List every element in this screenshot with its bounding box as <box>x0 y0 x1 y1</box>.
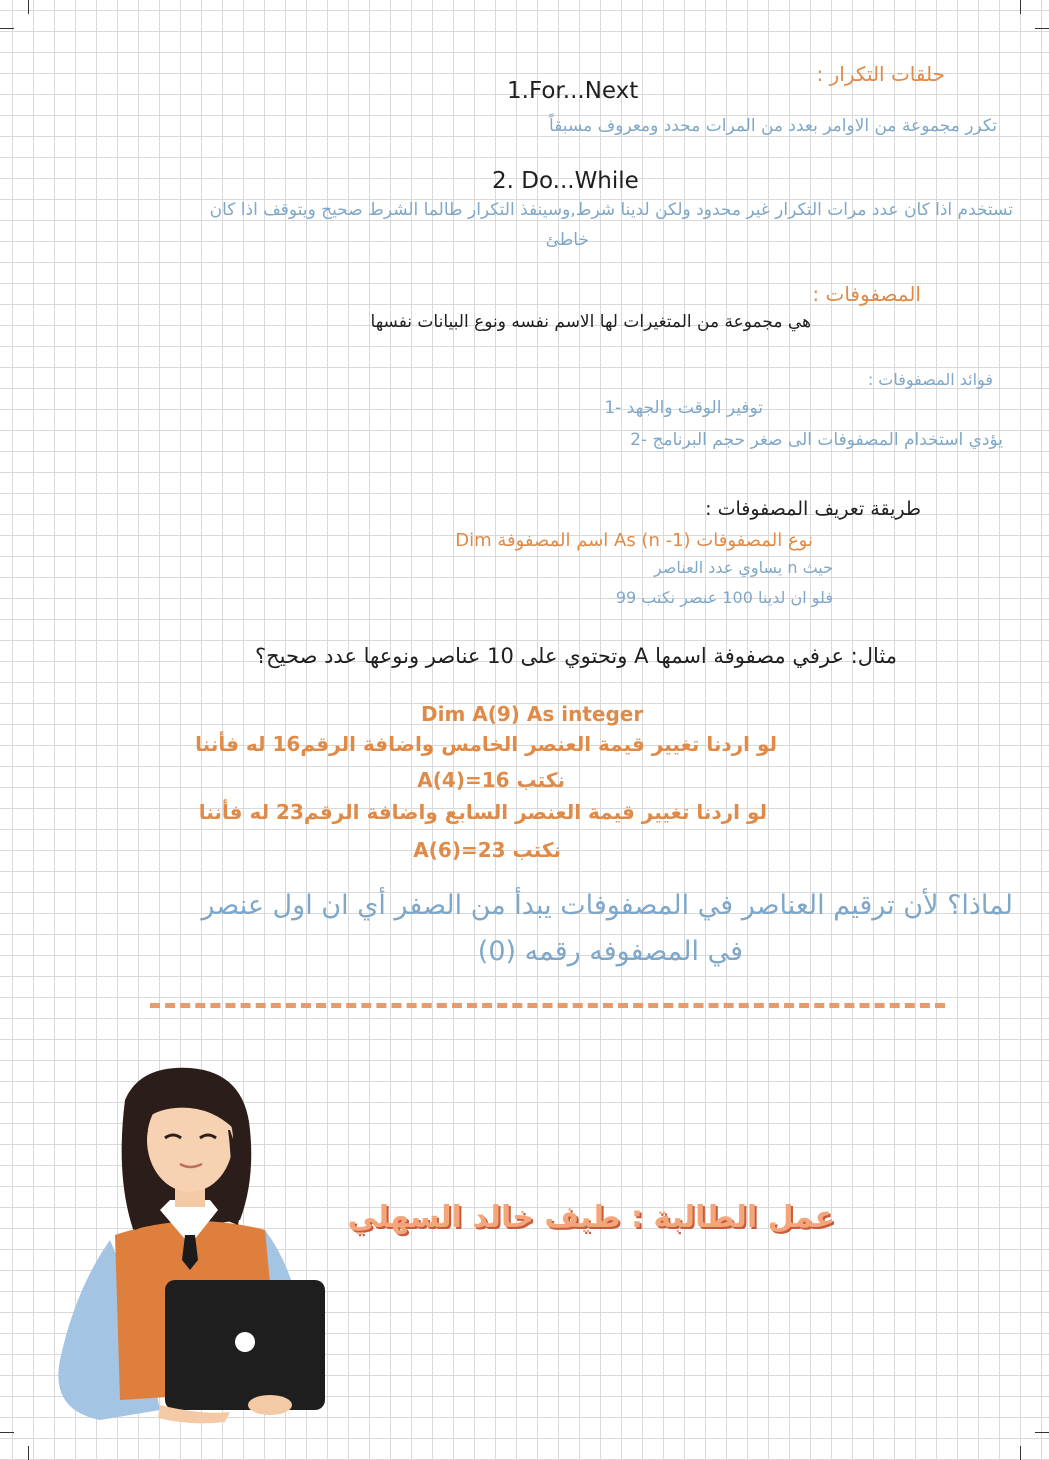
student-with-laptop-illustration <box>40 1060 340 1450</box>
for-next-description: تكرر مجموعة من الاوامر بعدد من المرات محدد ومعروف مسبقاً <box>549 116 997 136</box>
crop-mark <box>0 28 14 29</box>
loops-heading: حلقات التكرار : <box>816 62 945 86</box>
example-why-line-2: في المصفوفه رقمه (0) <box>477 936 743 967</box>
example-case-1-code: نكتب A(4)=16 <box>417 768 565 792</box>
example-case-2: لو اردنا تغيير قيمة العنصر السابع واضافة الرقم23 له فأننا <box>198 800 767 824</box>
crop-mark <box>1020 1446 1021 1460</box>
dashed-divider <box>150 1003 945 1008</box>
crop-mark <box>28 0 29 14</box>
arrays-benefits-heading: فوائد المصفوفات : <box>867 370 993 389</box>
crop-mark <box>1035 28 1049 29</box>
crop-mark <box>28 1446 29 1460</box>
student-credit: عمل الطالبة : طيف خالد السهلي <box>347 1200 835 1235</box>
declaration-note-1: حيث n يساوي عدد العناصر <box>654 558 833 577</box>
declaration-heading: طريقة تعريف المصفوفات : <box>705 498 921 520</box>
declaration-note-2: فلو ان لدينا 100 عنصر نكتب 99 <box>615 588 833 607</box>
do-while-description-line2: خاطئ <box>545 230 589 250</box>
arrays-heading: المصفوفات : <box>812 282 921 306</box>
do-while-description-line1: تستخدم اذا كان عدد مرات التكرار غير محدود ولكن لدينا شرط,وسينفذ التكرار طالما الشرط صحيح ويتوقف اذا كان <box>209 200 1013 220</box>
arrays-definition: هي مجموعة من المتغيرات لها الاسم نفسه ونوع البيانات نفسها <box>370 312 811 332</box>
example-case-2-code: نكتب A(6)=23 <box>413 838 561 862</box>
crop-mark <box>1035 1432 1049 1433</box>
crop-mark <box>0 1432 14 1433</box>
example-case-1: لو اردنا تغيير قيمة العنصر الخامس واضافة الرقم16 له فأننا <box>195 732 777 756</box>
declaration-syntax: نوع المصفوفات As (n -1) اسم المصفوفة Dim <box>455 530 813 551</box>
example-question: مثال: عرفي مصفوفة اسمها A وتحتوي على 10 عناصر ونوعها عدد صحيح؟ <box>254 644 897 668</box>
arrays-benefit-1: توفير الوقت والجهد -1 <box>604 398 763 418</box>
for-next-title: 1.For...Next <box>507 78 639 104</box>
crop-mark <box>1020 0 1021 14</box>
do-while-title: 2. Do...While <box>492 168 639 194</box>
example-code: Dim A(9) As integer <box>421 702 644 726</box>
example-why-line-1: لماذا؟ لأن ترقيم العناصر في المصفوفات يبدأ من الصفر أي ان اول عنصر <box>201 890 1013 921</box>
arrays-benefit-2: يؤدي استخدام المصفوفات الى صغر حجم البرنامج -2 <box>630 430 1003 450</box>
